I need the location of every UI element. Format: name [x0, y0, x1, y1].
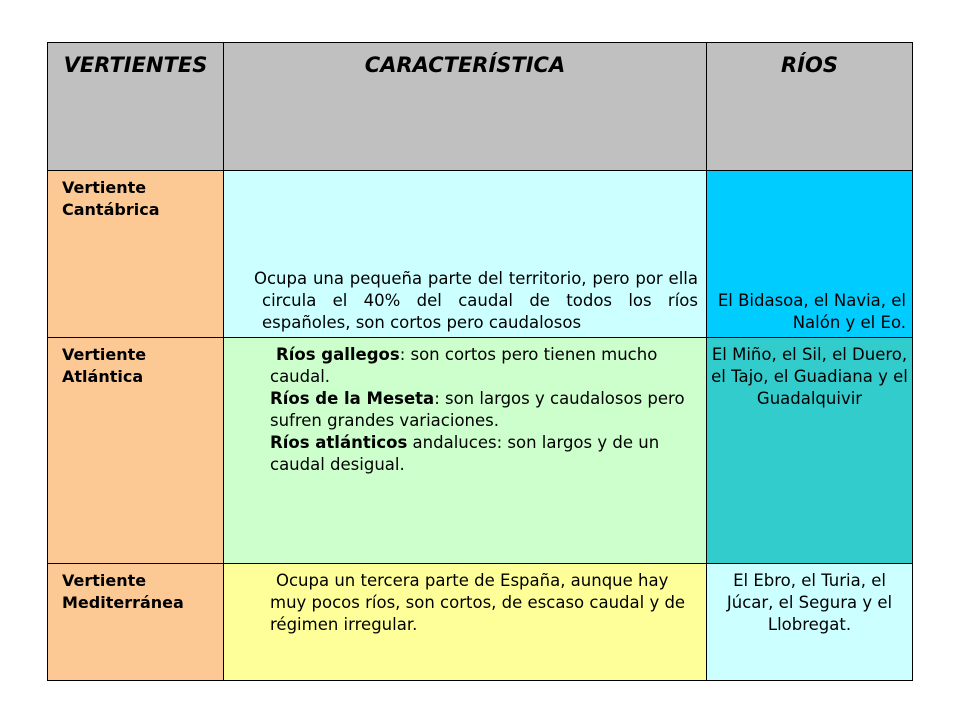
group-text: : son cortos pero tienen mucho caudal. [270, 345, 658, 386]
header-rios: RÍOS [707, 43, 913, 171]
row-description-atlantica [224, 338, 707, 564]
description-group-gallegos [270, 344, 692, 388]
group-title: Ríos atlánticos [270, 433, 408, 452]
group-text: andaluces: son largos y de un caudal desigual. [270, 433, 660, 474]
group-title: Ríos de la Meseta [270, 389, 435, 408]
description-text: Ocupa una pequeña parte del territorio, pero por ella circula el 40% del caudal de todos los ríos españoles, son cortos pero caudalosos [254, 269, 698, 332]
vertientes-table [47, 42, 913, 681]
row-rivers-mediterranea: El Ebro, el Turia, el Júcar, el Segura y el Llobregat. [707, 564, 913, 681]
header-row [48, 43, 913, 171]
description-group-atlanticos [270, 432, 692, 476]
row-rivers-cantabrica: El Bidasoa, el Navia, el Nalón y el Eo. [707, 171, 913, 338]
table-row [48, 564, 913, 681]
row-name-mediterranea: Vertiente Mediterránea [48, 564, 224, 681]
table-row [48, 338, 913, 564]
row-description-cantabrica [224, 171, 707, 338]
table-row [48, 171, 913, 338]
row-rivers-atlantica: El Miño, el Sil, el Duero, el Tajo, el Guadiana y el Guadalquivir [707, 338, 913, 564]
row-name-cantabrica: Vertiente Cantábrica [48, 171, 224, 338]
description-text: Ocupa un tercera parte de España, aunque hay muy pocos ríos, son cortos, de escaso caudal y de régimen irregular. [270, 571, 686, 634]
group-title: Ríos gallegos [276, 345, 400, 364]
description-group-meseta [270, 388, 692, 432]
group-text: : son largos y caudalosos pero sufren grandes variaciones. [270, 389, 685, 430]
header-caracteristica: CARACTERÍSTICA [224, 43, 707, 171]
row-name-atlantica: Vertiente Atlántica [48, 338, 224, 564]
row-description-mediterranea [224, 564, 707, 681]
header-vertientes: VERTIENTES [48, 43, 224, 171]
